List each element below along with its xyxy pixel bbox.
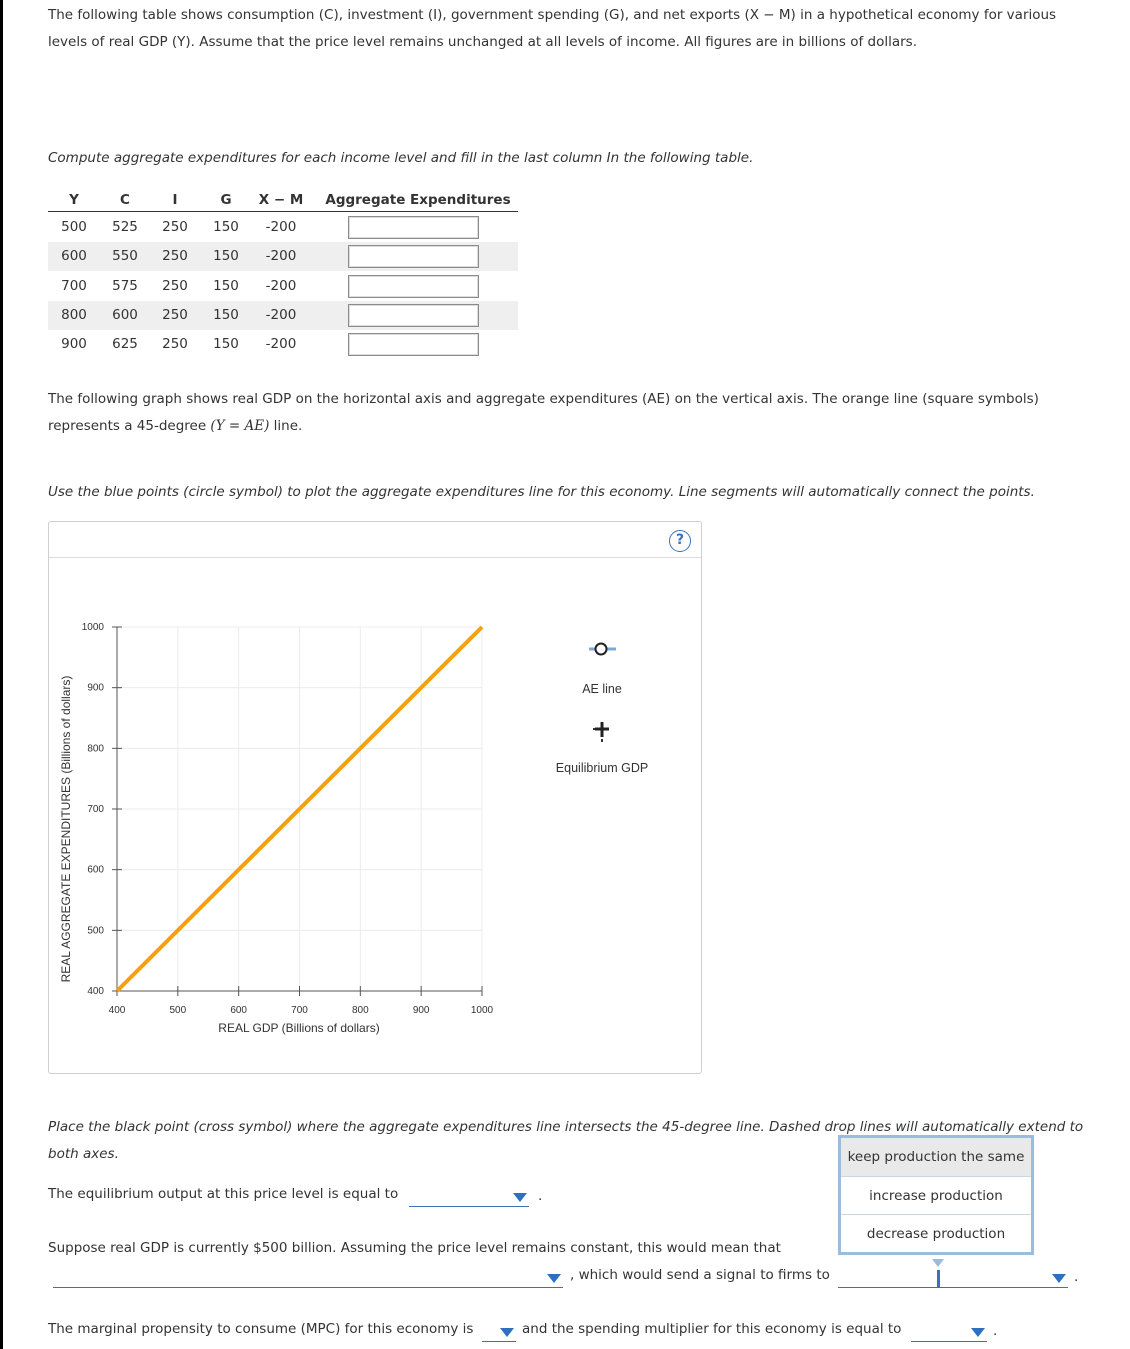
y-tick-label: 400 bbox=[87, 986, 104, 997]
equilibrium-dropdown[interactable] bbox=[409, 1187, 529, 1207]
cell-g: 150 bbox=[213, 219, 239, 235]
cell-c: 575 bbox=[112, 278, 138, 294]
y-tick-label: 900 bbox=[87, 682, 104, 694]
period: . bbox=[993, 1323, 998, 1339]
table-row bbox=[48, 213, 518, 242]
graph-panel[interactable] bbox=[48, 521, 702, 1074]
graph-desc-part2: line. bbox=[269, 418, 303, 434]
cell-y: 700 bbox=[61, 278, 87, 294]
mpc-dropdown[interactable] bbox=[482, 1322, 516, 1342]
cell-y: 600 bbox=[61, 248, 87, 264]
ae-input-800[interactable] bbox=[348, 304, 479, 327]
header-xm: X − M bbox=[258, 192, 304, 208]
cell-y: 900 bbox=[61, 336, 87, 352]
x-tick-label: 400 bbox=[108, 1005, 126, 1016]
cell-g: 150 bbox=[213, 248, 239, 264]
x-tick-label: 900 bbox=[412, 1005, 430, 1016]
place-instruction: Place the black point (cross symbol) where the aggregate expenditures line intersects the 45-degree line. Dashed drop lines will automatically extend to both axes. bbox=[48, 1119, 1084, 1162]
x-tick-label: 700 bbox=[291, 1005, 308, 1016]
graph-toolbar bbox=[49, 522, 701, 558]
multiplier-question: and the spending multiplier for this economy is equal to bbox=[522, 1321, 902, 1337]
chevron-down-icon bbox=[1052, 1274, 1066, 1283]
y-tick-label: 600 bbox=[87, 864, 104, 876]
cell-xm: -200 bbox=[265, 307, 297, 323]
menu-option-decrease[interactable]: decrease production bbox=[841, 1214, 1031, 1252]
equilibrium-tool[interactable] bbox=[593, 722, 609, 742]
legend-ae-label: AE line bbox=[582, 682, 622, 696]
help-icon[interactable]: ? bbox=[669, 530, 691, 552]
cell-y: 500 bbox=[61, 219, 87, 235]
equilibrium-question: The equilibrium output at this price level is equal to bbox=[48, 1186, 399, 1202]
graph-desc-part1: The following graph shows real GDP on the horizontal axis and aggregate expenditures (AE) on the vertical axis. The orange line (square symbols) represents a 45-degree bbox=[48, 391, 1039, 434]
chart-svg[interactable] bbox=[49, 559, 701, 1074]
ae-point-icon[interactable] bbox=[596, 644, 607, 655]
x-tick-label: 800 bbox=[351, 1005, 369, 1016]
cell-c: 550 bbox=[112, 248, 138, 264]
header-c: C bbox=[120, 192, 130, 208]
cell-i: 250 bbox=[162, 219, 188, 235]
cell-xm: -200 bbox=[265, 248, 297, 264]
cell-i: 250 bbox=[162, 248, 188, 264]
x-tick-label: 500 bbox=[169, 1005, 187, 1016]
signal-text: , which would send a signal to firms to bbox=[570, 1267, 830, 1283]
cross-icon[interactable] bbox=[595, 722, 609, 737]
multiplier-dropdown[interactable] bbox=[911, 1322, 987, 1342]
cell-i: 250 bbox=[162, 336, 188, 352]
graph-desc-math: (Y = AE) bbox=[210, 418, 270, 434]
production-dropdown[interactable] bbox=[838, 1268, 1068, 1288]
cell-g: 150 bbox=[213, 307, 239, 323]
intro-text: The following table shows consumption (C), investment (I), government spending (G), and net exports (X − M) in a hypothetical economy for various levels of real GDP (Y). Assume that the price level remains unchanged at all levels of income. All figures are in billions of dollars. bbox=[48, 7, 1057, 50]
x-tick-label: 1000 bbox=[470, 1005, 494, 1016]
production-dropdown-menu[interactable] bbox=[838, 1135, 1034, 1255]
y-axis-label: REAL AGGREGATE EXPENDITURES (Billions of dollars) bbox=[59, 675, 73, 983]
ae-input-700[interactable] bbox=[348, 275, 479, 298]
table-header bbox=[48, 188, 518, 212]
graph-description bbox=[48, 386, 1088, 440]
chevron-down-icon bbox=[971, 1328, 985, 1337]
header-i: I bbox=[172, 192, 178, 208]
cell-xm: -200 bbox=[265, 278, 297, 294]
ae-input-600[interactable] bbox=[348, 245, 479, 268]
suppose-question: Suppose real GDP is currently $500 billion. Assuming the price level remains constant, this would mean that bbox=[48, 1240, 781, 1256]
use-blue-instruction: Use the blue points (circle symbol) to plot the aggregate expenditures line for this economy. Line segments will automatically connect the points. bbox=[48, 484, 1035, 500]
cell-g: 150 bbox=[213, 278, 239, 294]
mpc-question: The marginal propensity to consume (MPC) for this economy is bbox=[48, 1321, 474, 1337]
header-g: G bbox=[220, 192, 232, 208]
y-tick-label: 1000 bbox=[81, 622, 104, 633]
cell-c: 625 bbox=[112, 336, 138, 352]
cell-xm: -200 bbox=[265, 219, 297, 235]
cell-c: 525 bbox=[112, 219, 138, 235]
header-ae: Aggregate Expenditures bbox=[325, 192, 511, 208]
menu-pointer bbox=[932, 1259, 944, 1267]
table-row bbox=[48, 301, 518, 330]
y-tick-label: 800 bbox=[87, 743, 104, 755]
menu-option-keep[interactable]: keep production the same bbox=[841, 1138, 1031, 1176]
y-tick-label: 500 bbox=[87, 925, 104, 937]
y-tick-label: 700 bbox=[87, 804, 104, 815]
cell-xm: -200 bbox=[265, 336, 297, 352]
header-y: Y bbox=[69, 192, 79, 208]
ae-input-900[interactable] bbox=[348, 333, 479, 356]
chevron-down-icon bbox=[513, 1193, 527, 1202]
table-row bbox=[48, 242, 518, 271]
menu-option-increase[interactable]: increase production bbox=[841, 1176, 1031, 1214]
compute-instruction: Compute aggregate expenditures for each income level and fill in the last column In the following table. bbox=[48, 150, 754, 166]
cell-i: 250 bbox=[162, 307, 188, 323]
table-row bbox=[48, 272, 518, 301]
cell-i: 250 bbox=[162, 278, 188, 294]
table-row bbox=[48, 330, 518, 359]
chevron-down-icon bbox=[500, 1328, 514, 1337]
spending-dropdown[interactable] bbox=[53, 1268, 563, 1288]
ae-line-tool[interactable] bbox=[589, 644, 616, 655]
x-tick-label: 600 bbox=[230, 1005, 248, 1016]
chevron-down-icon bbox=[547, 1274, 561, 1283]
period: . bbox=[1074, 1269, 1079, 1285]
period: . bbox=[538, 1188, 543, 1204]
cell-c: 600 bbox=[112, 307, 138, 323]
cell-g: 150 bbox=[213, 336, 239, 352]
legend-eq-label: Equilibrium GDP bbox=[555, 761, 649, 775]
cell-y: 800 bbox=[61, 307, 87, 323]
x-axis-label: REAL GDP (Billions of dollars) bbox=[218, 1021, 380, 1035]
ae-input-500[interactable] bbox=[348, 216, 479, 239]
